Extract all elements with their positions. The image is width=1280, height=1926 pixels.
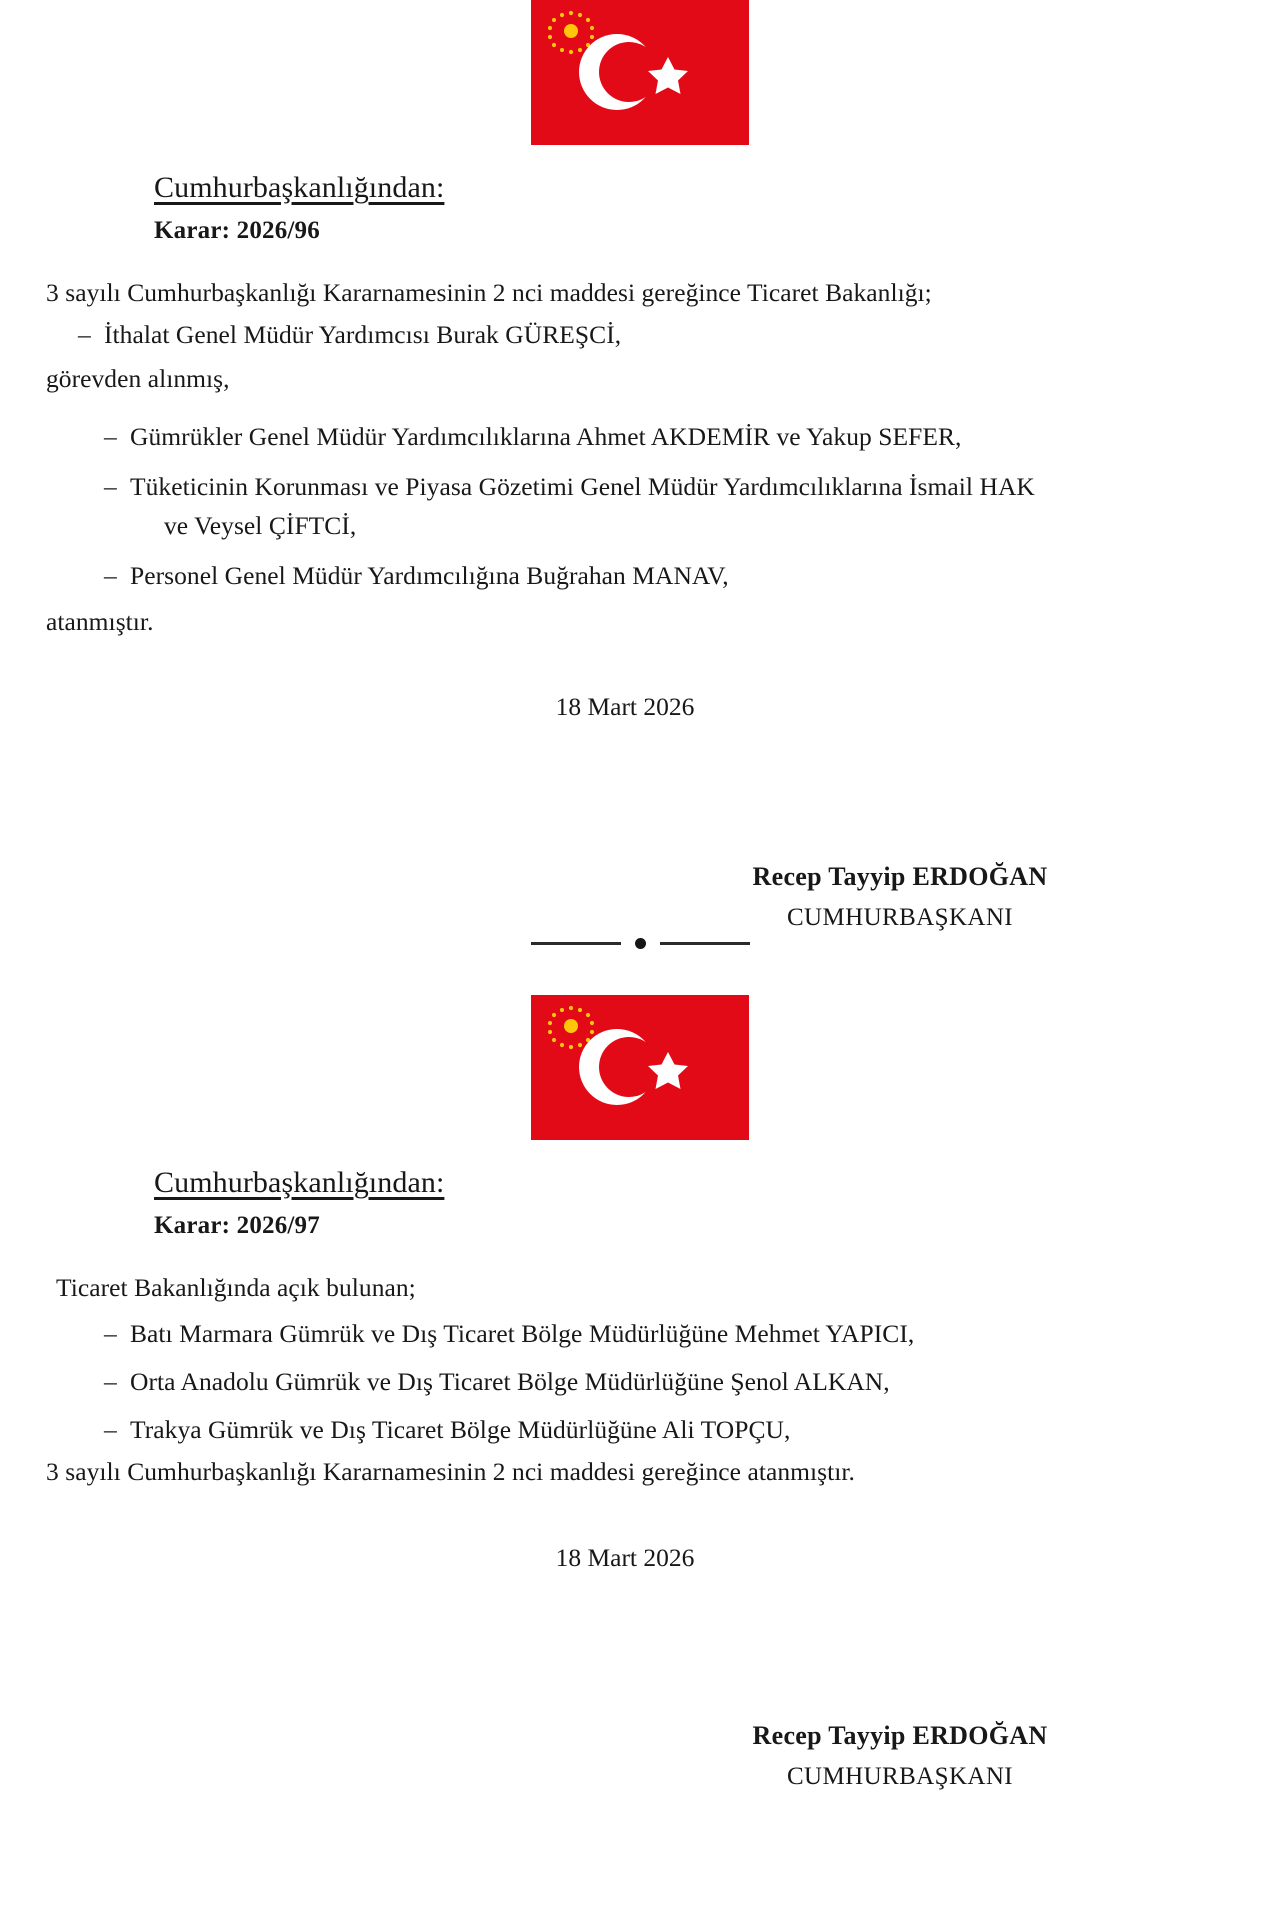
- decree-heading: Cumhurbaşkanlığından:: [154, 1166, 445, 1200]
- divider-line-left: [531, 942, 621, 945]
- decree-body-1: [46, 275, 1234, 641]
- list-item-label: İthalat Genel Müdür Yardımcısı Burak GÜREŞCİ,: [104, 319, 622, 349]
- turkish-flag-icon: [531, 0, 749, 145]
- decree-intro: 3 sayılı Cumhurbaşkanlığı Kararnamesinin 2 nci maddesi gereğince Ticaret Bakanlığı;: [46, 277, 932, 307]
- heading-row-2: [46, 1140, 1234, 1202]
- turkish-flag-icon: [531, 995, 749, 1140]
- divider-dot-icon: [635, 938, 646, 949]
- list-item-label: Tüketicinin Korunması ve Piyasa Gözetimi Genel Müdür Yardımcılıklarına İsmail HAK: [130, 472, 1035, 502]
- dash-marker: –: [104, 1318, 117, 1348]
- signatory-name: Recep Tayyip ERDOĞAN: [752, 1720, 1048, 1750]
- dismissal-closing: görevden alınmış,: [46, 363, 230, 393]
- divider-line-right: [660, 942, 750, 945]
- decree-number: Karar: 2026/97: [154, 1211, 320, 1239]
- signature-block-1: [46, 862, 1234, 932]
- section-divider: [0, 938, 1280, 949]
- list-item-label: Gümrükler Genel Müdür Yardımcılıklarına Ahmet AKDEMİR ve Yakup SEFER,: [130, 422, 962, 452]
- decree-body-2: [46, 1270, 1234, 1491]
- dash-marker: –: [104, 472, 117, 502]
- list-item-label: Batı Marmara Gümrük ve Dış Ticaret Bölge Müdürlüğüne Mehmet YAPICI,: [130, 1318, 915, 1348]
- list-item: [46, 1316, 1234, 1352]
- dash-marker: –: [104, 422, 117, 452]
- list-item-label: Personel Genel Müdür Yardımcılığına Buğrahan MANAV,: [130, 560, 729, 590]
- decree-number: Karar: 2026/96: [154, 216, 320, 244]
- decree-date: 18 Mart 2026: [555, 1542, 695, 1572]
- signatory-title: CUMHURBAŞKANI: [786, 904, 1014, 932]
- appointment-closing: atanmıştır.: [46, 606, 154, 636]
- heading-row-1: [46, 145, 1234, 207]
- decree-block-1: [0, 0, 1280, 932]
- decree-heading: Cumhurbaşkanlığından:: [154, 171, 445, 204]
- list-item-label: Trakya Gümrük ve Dış Ticaret Bölge Müdürlüğüne Ali TOPÇU,: [130, 1415, 791, 1445]
- dash-marker: –: [104, 560, 117, 590]
- list-item-continuation: ve Veysel ÇİFTCİ,: [164, 510, 357, 540]
- decree-date: 18 Mart 2026: [555, 692, 695, 722]
- appointment-closing: 3 sayılı Cumhurbaşkanlığı Kararnamesinin 2 nci maddesi gereğince atanmıştır.: [46, 1457, 855, 1487]
- list-item: [46, 558, 1234, 594]
- list-item: [46, 1364, 1234, 1400]
- dash-marker: –: [78, 319, 91, 349]
- decree-block-2: [0, 995, 1280, 1791]
- decree-intro: Ticaret Bakanlığında açık bulunan;: [56, 1272, 416, 1302]
- dash-marker: –: [104, 1415, 117, 1445]
- flag-container-2: [46, 995, 1234, 1140]
- signatory-title: CUMHURBAŞKANI: [786, 1762, 1014, 1790]
- signature-block-2: [46, 1721, 1234, 1791]
- flag-container-1: [46, 0, 1234, 145]
- dash-marker: –: [104, 1367, 117, 1397]
- list-item: [46, 469, 1234, 505]
- list-item-label: Orta Anadolu Gümrük ve Dış Ticaret Bölge Müdürlüğüne Şenol ALKAN,: [130, 1367, 890, 1397]
- list-item: [46, 419, 1234, 455]
- list-item: [46, 1412, 1234, 1448]
- list-item: [46, 317, 1234, 353]
- signatory-name: Recep Tayyip ERDOĞAN: [752, 862, 1048, 892]
